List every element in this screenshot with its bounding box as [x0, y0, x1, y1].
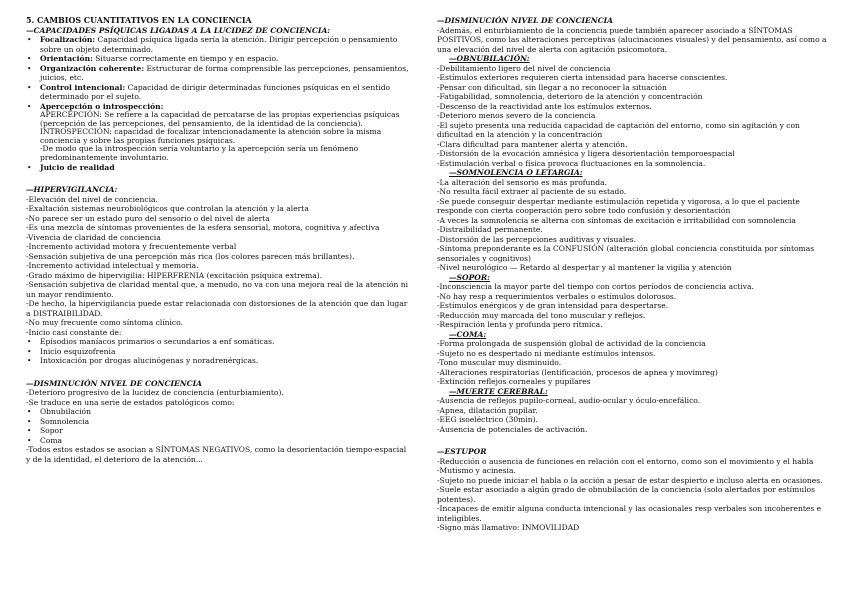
text-line: -Signo más llamativo: INMOVILIDAD: [437, 523, 580, 532]
text-line: -Extinción reflejos corneales y pupilares: [437, 377, 591, 386]
text-line: -Deterioro menos severo de la conciencia: [437, 111, 596, 120]
text-line: -No resulta fácil extraer al paciente de su estado.: [437, 187, 627, 196]
subheading-somnolencia: —SOMNOLENCIA O LETARGIA:: [449, 168, 583, 177]
text-line: -Tono muscular muy disminuido.: [437, 358, 562, 367]
list-item: • Sopor: [40, 426, 412, 436]
capacidades-list: [26, 35, 412, 172]
section-heading-capacidades: —CAPACIDADES PSÍQUICAS LIGADAS A LA LUCIDEZ DE CONCIENCIA:: [26, 25, 331, 35]
text-line: -Distorsión de las percepciones auditivas y visuales.: [437, 234, 637, 244]
text-line: -Elevación del nivel de conciencia.: [26, 194, 158, 204]
text-line: -Exaltación sistemas neurobiológicos que controlan la atención y la alerta: [26, 204, 309, 214]
text-line: -Mutismo y acinesia.: [437, 466, 516, 475]
text-line: -Estímulos exteriores requieren cierta intensidad para hacerse conscientes.: [437, 73, 728, 82]
text-line: -Grado máximo de hipervigilia: HIPERFRENIA (excitación psíquica extrema).: [26, 270, 323, 280]
term-label: Apercepción o introspección:: [40, 101, 164, 111]
section-heading-hipervigilancia: —HIPERVIGILANCIA:: [26, 185, 118, 195]
text-line: -Vivencia de claridad de conciencia: [26, 232, 161, 242]
text-line: -Incremento actividad intelectual y memoria.: [26, 261, 199, 271]
text-line: -Apnea, dilatación pupilar.: [437, 405, 538, 415]
list-item: • Episodios maníacos primarios o secundarios a enf somáticas.: [40, 337, 412, 347]
subheading-muerte-cerebral: —MUERTE CEREBRAL:: [449, 386, 548, 396]
text-line: -Es una mezcla de síntomas provenientes de la esfera sensorial, motora, cognitiva y afectiva: [26, 223, 380, 233]
right-column: [437, 16, 827, 533]
text-line: -Estímulos enérgicos y de gran intensidad para despertarse.: [437, 301, 669, 310]
text-line: -No parece ser un estado puro del sensorio o del nivel de alerta: [26, 213, 270, 223]
text-line: -Reducción o ausencia de funciones en relación con el entorno, como son el movimiento y el habla: [437, 456, 814, 466]
page-title: 5. CAMBIOS CUANTITATIVOS EN LA CONCIENCIA: [26, 16, 252, 25]
text-line: -Ausencia de potenciales de activación.: [437, 424, 588, 434]
section-heading-estupor: —ESTUPOR: [437, 447, 487, 456]
term-text: Capacidad psíquica ligada sería la atención. Dirigir percepción o pensamiento sobre un objeto determinado.: [40, 35, 398, 54]
text-line: -Debilitamiento ligero del nivel de conciencia: [437, 63, 611, 73]
term-label: Control intencional:: [40, 82, 126, 92]
term-label: Focalización:: [40, 35, 96, 44]
list-item: [40, 163, 412, 173]
text-line: -Fatigabilidad, somnolencia, deterioro de la atención y concentración: [437, 92, 703, 101]
text-line: -La alteración del sensorio es más profunda.: [437, 177, 608, 187]
term-text: Capacidad de dirigir determinadas funciones psíquicas en el sentido determinado por el sujeto.: [40, 82, 391, 101]
text-line: -Distraibilidad permanente.: [437, 225, 543, 234]
term-label: Juicio de realidad: [40, 162, 115, 172]
term-label: Organización coherente:: [40, 63, 145, 73]
text-line: -Además, el enturbiamiento de la conciencia puede también aparecer asociado a SÍNTOMAS POSITIVOS, como las alteraciones perceptivas (alucinaciones visuales) y del pensamiento, así como a una elevación del nivel de alerta con agitación psicomotora.: [437, 25, 827, 54]
list-item: • Coma: [40, 436, 412, 446]
text-line: -El sujeto presenta una reducida capacidad de captación del entorno, como sin agitación y con dificultad en la atención y la concentración: [437, 120, 800, 139]
text-line: -Sujeto no es despertado ni mediante estímulos intensos.: [437, 348, 656, 358]
text-line: -Incapaces de emitir alguna conducta intencional y las ocasionales resp verbales son incoherentes e inteligibles.: [437, 504, 822, 523]
subheading-coma: —COMA:: [449, 329, 487, 339]
list-item: [40, 64, 412, 83]
list-item: [40, 102, 412, 163]
text-line: APERCEPCIÓN: Se refiere a la capacidad de percatarse de las propias experiencias psíquicas (percepción de las percepciones, del pensamiento, de la identidad de la conciencia).: [40, 110, 400, 128]
list-item: [40, 35, 412, 54]
text-line: -Suele estar asociado a algún grado de obnubilación de la conciencia (solo alertados por estímulos potentes).: [437, 485, 815, 504]
list-item: • Inicio esquizofrenia: [40, 347, 412, 357]
term-text: Situarse correctamente en tiempo y en espacio.: [92, 54, 279, 63]
text-line: -Respiración lenta y profunda pero rítmica.: [437, 320, 603, 329]
text-line: INTROSPECCIÓN: capacidad de focalizar intencionadamente la atención sobre la misma conciencia y sobre las propias funciones psíquicas.: [40, 127, 382, 145]
text-line: -Se traduce en una serie de estados patológicos como:: [26, 397, 235, 407]
text-line: -No hay resp a requerimientos verbales o estímulos dolorosos.: [437, 291, 677, 301]
text-line: -Sensación subjetiva de una percepción más rica (los colores parecen más brillantes).: [26, 251, 355, 261]
subheading-obnubilacion: —OBNUBILACIÓN:: [449, 54, 530, 63]
list-item: • Obnubilación: [40, 407, 412, 417]
text-line: -Pensar con dificultad, sin llegar a no reconocer la situación: [437, 82, 667, 92]
text-line: -Inconsciencia la mayor parte del tiempo con cortos períodos de conciencia activa.: [437, 282, 754, 291]
text-line: -Alteraciones respiratorias (lentificación, procesos de apnea y movimreg): [437, 367, 718, 377]
list-item: • Intoxicación por drogas alucinógenas y noradrenérgicas.: [40, 356, 412, 366]
text-line: -Clara dificultad para mantener alerta y atención.: [437, 139, 628, 149]
apercepcion-block: [40, 111, 412, 163]
section-heading-disminucion: —DISMINUCIÓN NIVEL DE CONCIENCIA: [26, 378, 203, 388]
text-line: -Inicio casi constante de:: [26, 327, 122, 337]
text-line: -De modo que la introspección sería voluntario y la apercepción sería un fenómeno predominantemente involuntario.: [40, 144, 359, 162]
text-line: -Reducción muy marcada del tono muscular y reflejos.: [437, 310, 646, 320]
text-line: -Ausencia de reflejos pupilo-corneal, audio-ocular y óculo-encefálico.: [437, 396, 701, 405]
text-line: -Sujeto no puede iniciar el habla o la acción a pesar de estar despierto e incluso alerta en ocasiones.: [437, 475, 823, 485]
text-line: -EEG isoeléctrico (30min).: [437, 415, 538, 424]
text-line: -Forma prolongada de suspensión global de actividad de la conciencia: [437, 339, 706, 348]
text-line: -A veces la somnolencia se alterna con síntomas de excitación e irritabilidad con somnolencia: [437, 215, 796, 225]
estados-list: [26, 407, 412, 445]
text-line: -Deterioro progresivo de la lucidez de conciencia (enturbiamiento).: [26, 388, 284, 398]
list-item: [40, 54, 412, 64]
text-line: -Incremento actividad motora y frecuentemente verbal: [26, 242, 237, 252]
subheading-sopor: —SOPOR:: [449, 272, 490, 282]
term-label: Orientación:: [40, 54, 93, 63]
term-text: Estructurar de forma comprensible las percepciones, pensamientos, juicios, etc.: [40, 63, 409, 82]
hipervigilancia-list: [26, 337, 412, 366]
list-item: • Somnolencia: [40, 417, 412, 427]
text-line: -Descenso de la reactividad ante los estímulos externos.: [437, 101, 652, 111]
section-heading-disminucion-cont: —DISMINUCIÓN NIVEL DE CONCIENCIA: [437, 16, 614, 25]
text-line: -Síntoma preponderante es la CONFUSIÓN (alteración global conciencia constituida por síntomas sensoriales y cognitivos): [437, 244, 815, 263]
text-line: -Sensación subjetiva de claridad mental que, a menudo, no va con una mejora real de la atención ni un mayor rendimiento.: [26, 280, 409, 299]
text-line: -Se puede conseguir despertar mediante estimulación repetida y vigorosa, a lo que el paciente responde con cierta cooperación pero sobre todo confusión y desorientación: [437, 196, 800, 215]
text-line: -Nivel neurológico — Retardo al despertar y al mantener la vigilia y atención: [437, 263, 732, 272]
text-line: -De hecho, la hipervigilancia puede estar relacionada con distorsiones de la atención que dan lugar a DISTRAIBILIDAD.: [26, 299, 408, 318]
text-line: -No muy frecuente como síntoma clínico.: [26, 318, 183, 328]
text-line: -Todos estos estados se asocian a SÍNTOMAS NEGATIVOS, como la desorientación tiempo-espacial y de la identidad, el deterioro de la atención...: [26, 445, 407, 464]
left-column: [26, 16, 412, 464]
text-line: -Distorsión de la evocación amnésica y ligera desorientación temporoespacial: [437, 149, 735, 158]
text-line: -Estimulación verbal o física provoca fluctuaciones en la somnolencia.: [437, 158, 706, 168]
list-item: [40, 83, 412, 102]
